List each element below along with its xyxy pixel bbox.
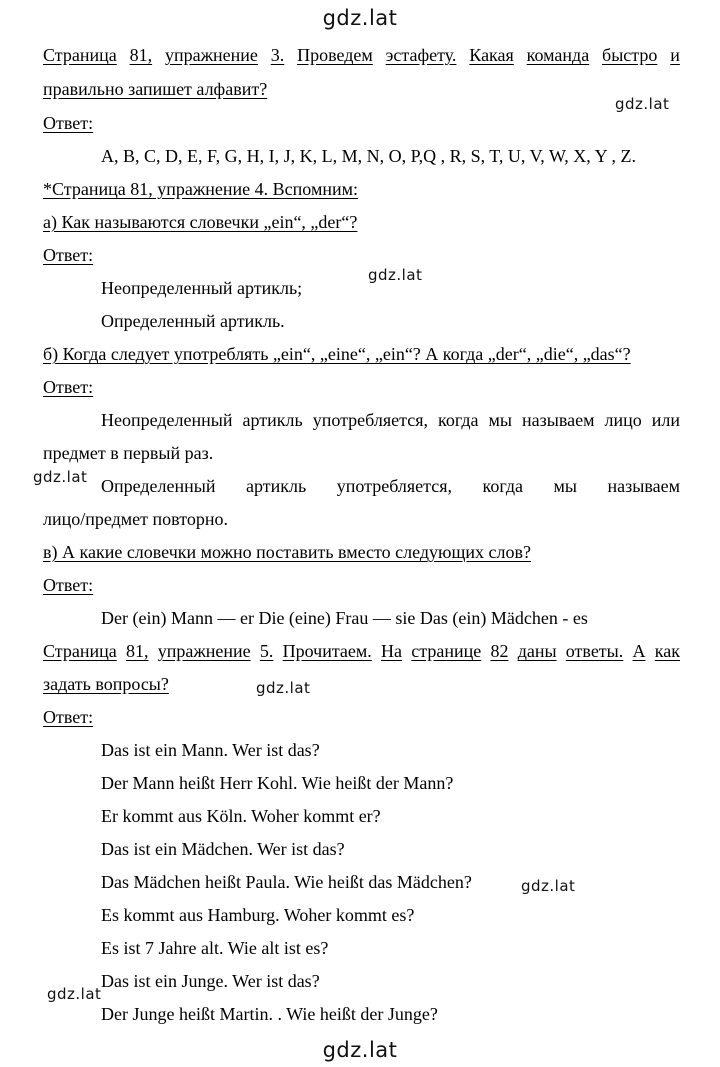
ex5-title-line2: задать вопросы?	[43, 674, 169, 694]
ex3-title-line2: правильно запишет алфавит?	[43, 79, 268, 99]
ex4-title: *Страница 81, упражнение 4. Вспомним:	[43, 179, 358, 199]
ex5-line: Das Mädchen heißt Paula. Wie heißt das Mädchen?	[101, 872, 472, 892]
ex4-answer-label-b: Ответ:	[43, 377, 94, 397]
watermark: gdz.lat	[256, 679, 311, 697]
ex3-title-line1: Страница 81, упражнение 3. Проведем эстафету. Какая команда быстро и	[43, 45, 680, 65]
ex5-line: Der Junge heißt Martin. . Wie heißt der Junge?	[101, 1004, 438, 1024]
ex4-answer-b2-line1: Определенный артикль употребляется, когда мы называем	[101, 476, 680, 496]
ex5-line: Es kommt aus Hamburg. Woher kommt es?	[101, 905, 415, 925]
ex4-answer-label-c: Ответ:	[43, 575, 94, 595]
ex3-alphabet: A, B, C, D, E, F, G, H, I, J, K, L, M, N, O, P,Q , R, S, T, U, V, W, X, Y , Z.	[101, 146, 636, 166]
ex4-answer-c1: Der (ein) Mann — er Die (eine) Frau — sie Das (ein) Mädchen - es	[101, 608, 588, 628]
ex4-answer-b1-line2: предмет в первый раз.	[43, 443, 214, 463]
watermark: gdz.lat	[33, 468, 88, 486]
ex5-line: Das ist ein Junge. Wer ist das?	[101, 971, 320, 991]
ex4-question-c: в) А какие словечки можно поставить вместо следующих слов?	[43, 542, 531, 562]
ex4-answer-a1: Неопределенный артикль;	[101, 278, 303, 298]
watermark: gdz.lat	[47, 985, 102, 1003]
ex5-line: Das ist ein Mann. Wer ist das?	[101, 740, 320, 760]
ex5-line: Der Mann heißt Herr Kohl. Wie heißt der Mann?	[101, 773, 454, 793]
ex5-line: Es ist 7 Jahre alt. Wie alt ist es?	[101, 938, 329, 958]
watermark: gdz.lat	[521, 877, 576, 895]
ex4-answer-a2: Определенный артикль.	[101, 311, 285, 331]
ex4-answer-b1-line1: Неопределенный артикль употребляется, когда мы называем лицо или	[101, 410, 680, 430]
ex4-answer-b2-line2: лицо/предмет повторно.	[43, 509, 228, 529]
ex3-answer-label: Ответ:	[43, 113, 94, 133]
watermark-top: gdz.lat	[322, 6, 398, 30]
ex4-question-a: а) Как называются словечки „ein“, „der“?	[43, 212, 358, 232]
ex5-line: Das ist ein Mädchen. Wer ist das?	[101, 839, 345, 859]
ex5-answer-label: Ответ:	[43, 707, 94, 727]
watermark: gdz.lat	[368, 266, 423, 284]
watermark-bottom: gdz.lat	[322, 1038, 398, 1062]
ex4-question-b: б) Когда следует употреблять „ein“, „eine“, „ein“? А когда „der“, „die“, „das“?	[43, 344, 631, 364]
watermark: gdz.lat	[615, 95, 670, 113]
ex5-line: Er kommt aus Köln. Woher kommt er?	[101, 806, 381, 826]
ex4-answer-label-a: Ответ:	[43, 245, 94, 265]
ex5-title-line1: Страница 81, упражнение 5. Прочитаем. На странице 82 даны ответы. А как	[43, 641, 680, 661]
